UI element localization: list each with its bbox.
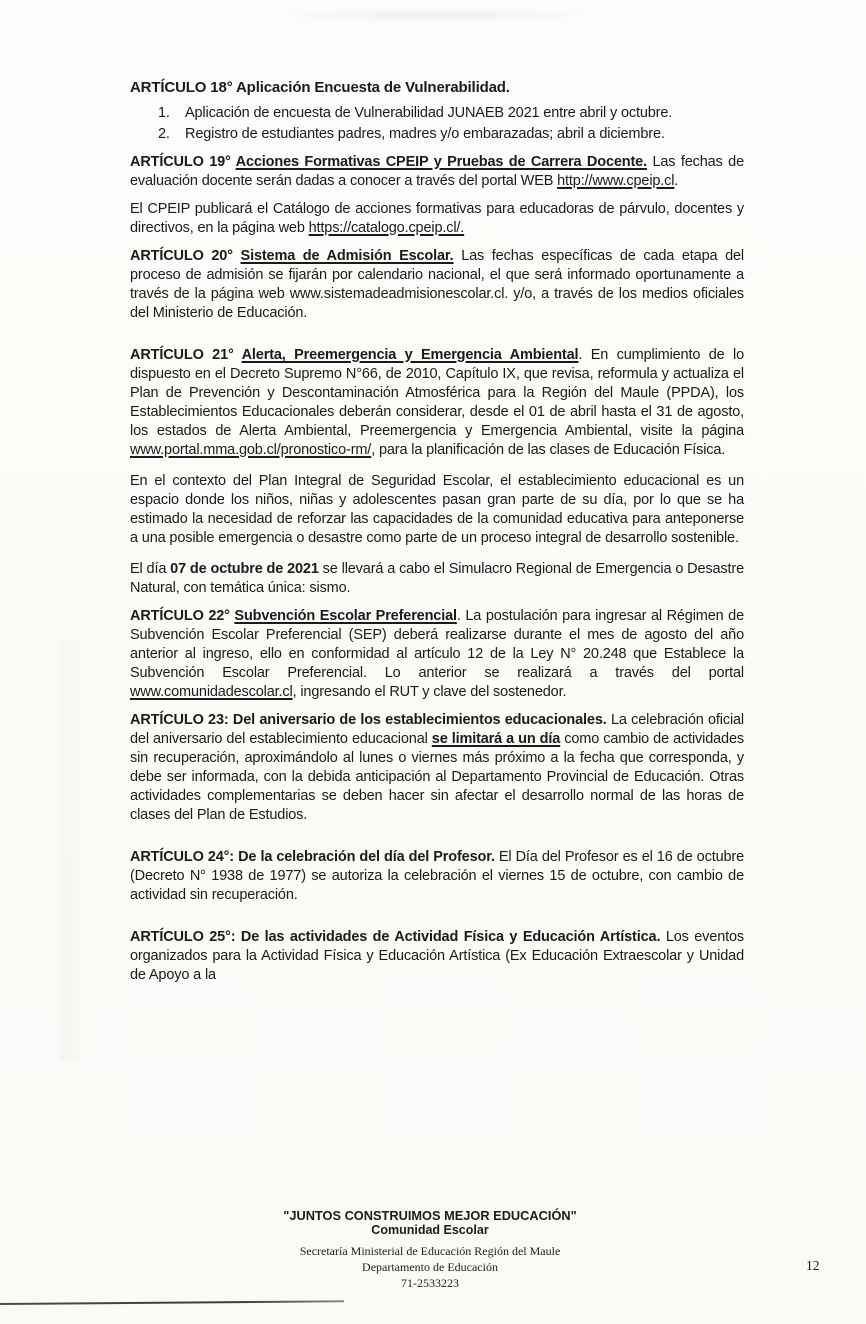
emphasis-text: ARTÍCULO 20° <box>130 248 241 264</box>
body-text: El Día del Profesor es el 16 de octubre (Decreto N° 1938 de 1977) se autoriza la celebración el viernes 15 de octubre, con cambio de actividad sin recuperación. <box>130 849 745 903</box>
page-footer <box>130 1208 730 1291</box>
emphasis-text: Subvención Escolar Preferencial <box>234 608 457 624</box>
emphasis-text: ARTÍCULO 24°: De la celebración del día del Profesor. <box>130 849 495 865</box>
body-text: El día <box>130 561 171 577</box>
article-heading <box>130 78 744 97</box>
url-cpeip: http://www.cpeip.cl <box>557 173 675 189</box>
body-text: Las fechas de evaluación docente serán dadas a conocer a través del portal WEB <box>130 154 745 189</box>
emphasis-text: ARTÍCULO 18° Aplicación Encuesta de Vulnerabilidad. <box>130 79 510 96</box>
footer-department: Departamento de Educación <box>362 1260 498 1274</box>
url-catalogo-cpeip: https://catalogo.cpeip.cl/. <box>308 220 465 236</box>
emphasis-text: 07 de octubre de 2021 <box>170 561 319 577</box>
paragraph <box>130 848 744 905</box>
url-comunidad-escolar: www.comunidadescolar.cl <box>130 684 293 700</box>
footer-phone: 71-2533223 <box>401 1276 459 1290</box>
paragraph <box>130 711 744 825</box>
body-text: . En cumplimiento de lo dispuesto en el Decreto Supremo N°66, de 2010, Capítulo IX, que revisa, reformula y actualiza el Plan de Prevención y Descontaminación Atmosférica para la Región del Maule (PPDA), los Establecimientos Educacionales deberán considerar, desde el 01 de abril hasta el 31 de agosto, los estados de Alerta Ambiental, Preemergencia y Emergencia Ambiental, visite la página <box>130 347 745 439</box>
body-text: como cambio de actividades sin recuperación, aproximándolo al lunes o viernes más próximo a la fecha que corresponda, y debe ser informada, con la debida anticipación al Departamento Provincial de Educación. Otras actividades complementarias se deben hacer sin afectar el desarrollo normal de las horas de clases del Plan de Estudios. <box>130 731 744 823</box>
emphasis-text: ARTÍCULO 21° <box>130 347 242 363</box>
paragraph <box>130 200 744 238</box>
body-text: . La postulación para ingresar al Régimen de Subvención Escolar Preferencial (SEP) deberá realizarse durante el mes de agosto del año anterior al ingreso, ello en conformidad al artículo 12 de la Ley N° 20.248 que Establece la Subvención Escolar Preferencial. Lo anterior se realizará a través del portal <box>130 608 744 681</box>
list-item-number: 1. <box>158 105 170 121</box>
list-item <box>130 125 744 144</box>
emphasis-text: ARTÍCULO 23: Del aniversario de los establecimientos educacionales. <box>130 712 607 728</box>
paragraph <box>130 560 744 598</box>
footer-slogan: "JUNTOS CONSTRUIMOS MEJOR EDUCACIÓN" <box>283 1208 577 1223</box>
scan-smudge <box>60 640 90 1060</box>
emphasis-text: ARTÍCULO 19° <box>130 154 236 170</box>
footer-organization: Comunidad Escolar <box>371 1223 489 1237</box>
body-text: , para la planificación de las clases de Educación Física. <box>371 442 726 458</box>
paragraph <box>130 247 744 323</box>
body-text: Los eventos organizados para la Actividad Física y Educación Artística (Ex Educación Extraescolar y Unidad de Apoyo a la <box>130 929 745 983</box>
body-text: La celebración oficial del aniversario del establecimiento educacional <box>130 712 744 747</box>
ordered-list <box>130 104 744 144</box>
list-item-text: Registro de estudiantes padres, madres y/o embarazadas; abril a diciembre. <box>185 126 665 142</box>
list-item <box>130 104 744 123</box>
emphasis-text: ARTÍCULO 25°: De las actividades de Actividad Física y Educación Artística. <box>130 929 661 945</box>
paragraph <box>130 472 744 548</box>
scan-smudge <box>270 8 600 22</box>
url-mma-pronostico: www.portal.mma.gob.cl/pronostico-rm/ <box>130 442 372 458</box>
list-item-text: Aplicación de encuesta de Vulnerabilidad JUNAEB 2021 entre abril y octubre. <box>185 105 673 121</box>
emphasis-text: Sistema de Admisión Escolar. <box>240 248 454 264</box>
list-item-number: 2. <box>158 126 170 142</box>
page-number: 12 <box>806 1258 820 1273</box>
emphasis-text: Acciones Formativas CPEIP y Pruebas de Carrera Docente. <box>235 154 647 170</box>
emphasis-text: ARTÍCULO 22° <box>130 608 235 624</box>
paragraph <box>130 607 744 702</box>
paragraph <box>130 346 744 460</box>
body-text: . <box>674 173 679 189</box>
emphasis-text: se limitará a un día <box>431 731 561 747</box>
body-text: , ingresando el RUT y clave del sostenedor. <box>292 684 567 700</box>
footer-secretariat: Secretaría Ministerial de Educación Región del Maule <box>299 1244 561 1258</box>
body-text: Las fechas específicas de cada etapa del proceso de admisión se fijarán por calendario nacional, el que será informado oportunamente a través de la página web www.sistemadeadmisionescolar.cl. y/o, a través de los medios oficiales del Ministerio de Educación. <box>130 248 744 321</box>
paragraph <box>130 153 744 191</box>
paragraph <box>130 928 744 985</box>
body-text: En el contexto del Plan Integral de Seguridad Escolar, el establecimiento educacional es un espacio donde los niños, niñas y adolescentes pasan gran parte de su día, por lo que se ha estimado la necesidad de reforzar las capacidades de la comunidad educativa para anteponerse a una posible emergencia o desastre como parte de un proceso integral de desarrollo sostenible. <box>130 473 744 546</box>
bottom-rule <box>0 1300 344 1305</box>
emphasis-text: Alerta, Preemergencia y Emergencia Ambiental <box>241 347 579 363</box>
body-text: El CPEIP publicará el Catálogo de acciones formativas para educadoras de párvulo, docentes y directivos, en la página web <box>130 201 744 236</box>
document-body <box>130 78 744 985</box>
body-text: se llevará a cabo el Simulacro Regional de Emergencia o Desastre Natural, con temática única: sismo. <box>130 561 744 596</box>
